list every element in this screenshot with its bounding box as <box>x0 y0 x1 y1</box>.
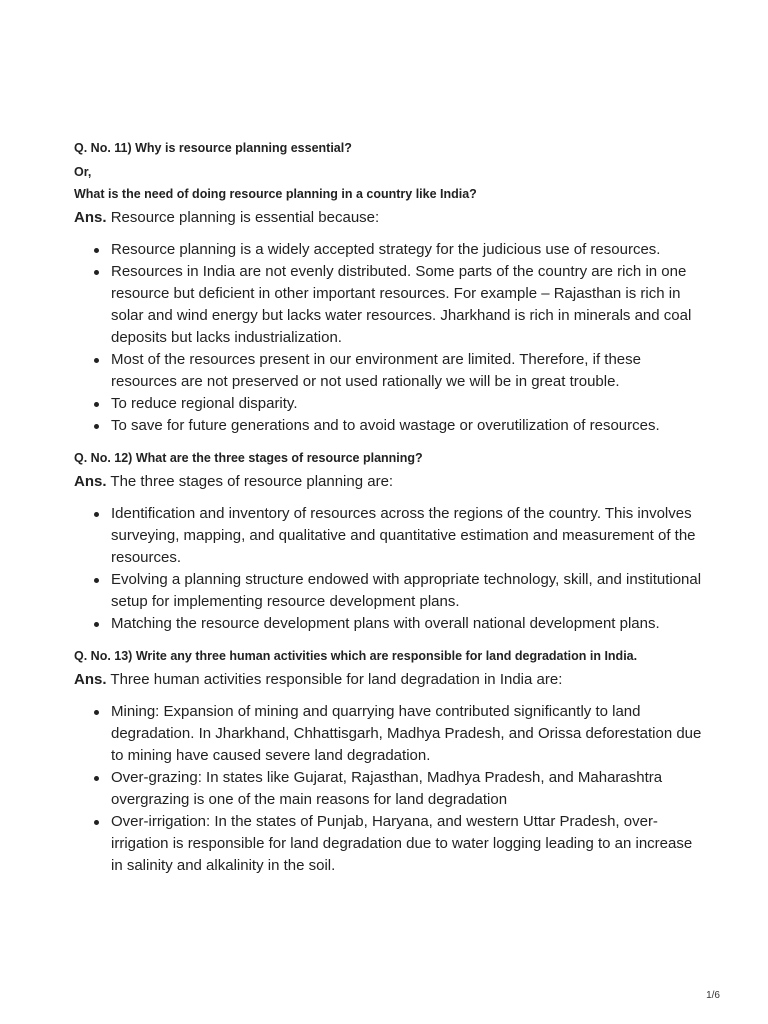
answer-points-list <box>74 701 704 877</box>
question-heading: Q. No. 12) What are the three stages of resource planning? <box>74 451 423 465</box>
bullet-icon <box>94 424 99 429</box>
bullet-icon <box>94 820 99 825</box>
answer-intro-text: Three human activities responsible for land degradation in India are: <box>110 671 563 688</box>
list-item <box>111 415 704 437</box>
bullet-icon <box>94 402 99 407</box>
answer-intro <box>74 471 704 493</box>
or-label: Or, <box>74 165 92 179</box>
list-item <box>111 701 704 767</box>
list-item-text: Identification and inventory of resources across the regions of the country. This involves surveying, mapping, and qualitative and quantitative estimation and measurement of the resources. <box>111 505 696 566</box>
answer-intro-text: The three stages of resource planning are: <box>110 473 394 490</box>
list-item-text: Over-grazing: In states like Gujarat, Rajasthan, Madhya Pradesh, and Maharashtra overgrazing is one of the main reasons for land degradation <box>111 769 663 808</box>
question-heading: Q. No. 11) Why is resource planning essential? <box>74 141 352 155</box>
list-item <box>111 569 704 613</box>
list-item <box>111 811 704 877</box>
list-item-text: To reduce regional disparity. <box>111 395 298 412</box>
list-item-text: Most of the resources present in our environment are limited. Therefore, if these resources are not preserved or not used rationally we will be in great trouble. <box>111 351 641 390</box>
answer-points-list <box>74 239 704 437</box>
list-item-text: Mining: Expansion of mining and quarrying have contributed significantly to land degradation. In Jharkhand, Chhattisgarh, Madhya Pradesh, and Orissa deforestation due to mining have caused severe land degradation. <box>111 703 702 764</box>
list-item <box>111 767 704 811</box>
answer-points-list <box>74 503 704 635</box>
bullet-icon <box>94 578 99 583</box>
answer-label: Ans. <box>74 209 107 226</box>
list-item <box>111 393 704 415</box>
list-item <box>111 613 704 635</box>
list-item-text: Resource planning is a widely accepted strategy for the judicious use of resources. <box>111 241 661 258</box>
bullet-icon <box>94 358 99 363</box>
list-item-text: Over-irrigation: In the states of Punjab, Haryana, and western Uttar Pradesh, over-irrigation is responsible for land degradation due to water logging leading to an increase in salinity and alkalinity in the soil. <box>111 813 693 874</box>
page-indicator: 1/6 <box>706 990 720 1001</box>
question-block-12 <box>74 449 704 635</box>
bullet-icon <box>94 776 99 781</box>
answer-label: Ans. <box>74 473 107 490</box>
list-item-text: Matching the resource development plans with overall national development plans. <box>111 615 660 632</box>
list-item <box>111 349 704 393</box>
list-item-text: Resources in India are not evenly distributed. Some parts of the country are rich in one resource but deficient in other important resources. For example – Rajasthan is rich in solar and wind energy but lacks water resources. Jharkhand is rich in minerals and coal deposits but lacks industrialization. <box>111 263 692 346</box>
list-item-text: Evolving a planning structure endowed with appropriate technology, skill, and institutional setup for implementing resource development plans. <box>111 571 702 610</box>
bullet-icon <box>94 512 99 517</box>
list-item <box>111 261 704 349</box>
question-heading: Q. No. 13) Write any three human activities which are responsible for land degradation in India. <box>74 649 638 663</box>
question-block-13 <box>74 647 704 877</box>
answer-intro <box>74 669 704 691</box>
alt-question-heading: What is the need of doing resource planning in a country like India? <box>74 187 477 201</box>
bullet-icon <box>94 622 99 627</box>
document-page <box>74 139 704 889</box>
bullet-icon <box>94 270 99 275</box>
answer-label: Ans. <box>74 671 107 688</box>
question-block-11 <box>74 139 704 437</box>
list-item <box>111 239 704 261</box>
bullet-icon <box>94 248 99 253</box>
answer-intro-text: Resource planning is essential because: <box>110 209 380 226</box>
list-item-text: To save for future generations and to avoid wastage or overutilization of resources. <box>111 417 660 434</box>
answer-intro <box>74 207 704 229</box>
bullet-icon <box>94 710 99 715</box>
list-item <box>111 503 704 569</box>
